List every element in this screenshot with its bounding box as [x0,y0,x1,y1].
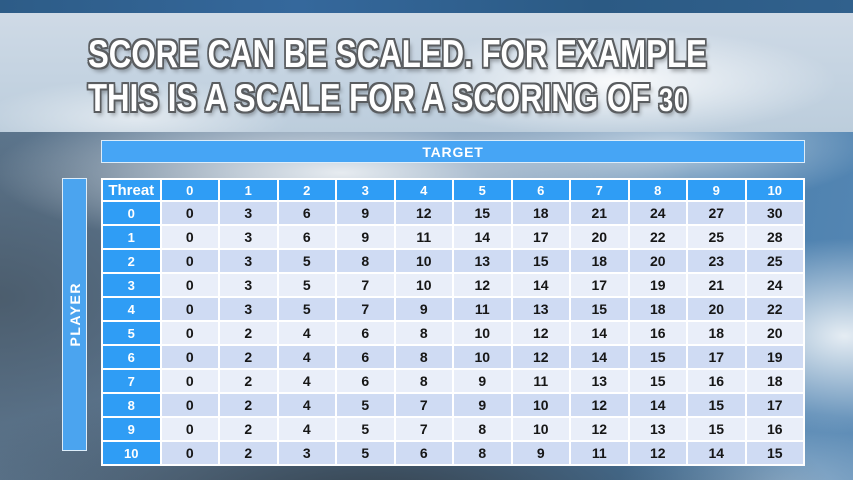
player-row-header: 8 [102,393,161,417]
score-cell: 16 [746,417,805,441]
score-cell: 15 [687,393,746,417]
score-cell: 17 [746,393,805,417]
score-cell: 12 [629,441,688,465]
score-cell: 14 [570,321,629,345]
table-row [102,369,804,393]
score-cell: 9 [336,225,395,249]
score-cell: 15 [629,345,688,369]
score-cell: 2 [219,321,278,345]
score-cell: 12 [395,201,454,225]
target-column-header: 10 [746,179,805,201]
score-cell: 8 [453,417,512,441]
score-cell: 12 [570,417,629,441]
score-cell: 7 [336,273,395,297]
score-cell: 3 [219,273,278,297]
score-cell: 10 [395,273,454,297]
score-cell: 6 [278,225,337,249]
score-cell: 6 [278,201,337,225]
score-cell: 10 [453,345,512,369]
score-cell: 4 [278,321,337,345]
score-cell: 14 [512,273,571,297]
score-cell: 2 [219,441,278,465]
score-cell: 25 [746,249,805,273]
score-cell: 19 [629,273,688,297]
score-cell: 23 [687,249,746,273]
table-row [102,345,804,369]
score-cell: 17 [512,225,571,249]
score-cell: 5 [336,417,395,441]
score-cell: 11 [453,297,512,321]
score-cell: 15 [746,441,805,465]
score-cell: 2 [219,369,278,393]
score-cell: 6 [395,441,454,465]
score-cell: 3 [219,225,278,249]
score-cell: 3 [219,297,278,321]
score-cell: 0 [161,321,220,345]
score-cell: 6 [336,345,395,369]
score-cell: 5 [278,297,337,321]
score-cell: 8 [395,369,454,393]
score-cell: 8 [395,321,454,345]
score-cell: 5 [336,393,395,417]
score-cell: 9 [512,441,571,465]
score-cell: 4 [278,345,337,369]
score-cell: 0 [161,225,220,249]
score-cell: 14 [687,441,746,465]
score-cell: 18 [629,297,688,321]
score-cell: 22 [746,297,805,321]
score-cell: 9 [453,393,512,417]
score-cell: 20 [746,321,805,345]
score-cell: 18 [570,249,629,273]
score-cell: 16 [687,369,746,393]
score-cell: 5 [336,441,395,465]
score-cell: 8 [336,249,395,273]
score-cell: 22 [629,225,688,249]
score-cell: 9 [453,369,512,393]
score-cell: 24 [746,273,805,297]
table-row [102,393,804,417]
score-cell: 3 [219,201,278,225]
score-cell: 2 [219,417,278,441]
score-cell: 0 [161,441,220,465]
score-cell: 0 [161,345,220,369]
score-cell: 0 [161,393,220,417]
target-column-header: 5 [453,179,512,201]
score-cell: 19 [746,345,805,369]
score-cell: 7 [336,297,395,321]
score-cell: 7 [395,393,454,417]
score-cell: 14 [629,393,688,417]
sky-top-strip [0,0,853,13]
player-row-header: 0 [102,201,161,225]
target-header-bar [101,140,805,163]
score-cell: 25 [687,225,746,249]
score-cell: 15 [453,201,512,225]
title-line-1: SCORE CAN BE SCALED. FOR EXAMPLE [88,33,707,76]
threat-corner-label: Threat [102,179,161,201]
table-row [102,321,804,345]
player-row-header: 7 [102,369,161,393]
score-cell: 15 [687,417,746,441]
score-cell: 18 [746,369,805,393]
target-column-header: 7 [570,179,629,201]
score-cell: 3 [219,249,278,273]
player-row-header: 10 [102,441,161,465]
score-cell: 9 [336,201,395,225]
table-row [102,297,804,321]
score-cell: 24 [629,201,688,225]
score-cell: 12 [453,273,512,297]
score-cell: 20 [570,225,629,249]
score-cell: 10 [512,393,571,417]
score-cell: 30 [746,201,805,225]
score-cell: 15 [570,297,629,321]
score-cell: 15 [512,249,571,273]
score-cell: 10 [512,417,571,441]
score-cell: 12 [512,345,571,369]
target-label: TARGET [422,143,484,160]
slide-title [88,33,707,122]
player-header-bar [62,178,87,451]
score-cell: 21 [570,201,629,225]
score-cell: 12 [570,393,629,417]
score-cell: 13 [629,417,688,441]
target-column-header: 1 [219,179,278,201]
score-cell: 10 [395,249,454,273]
player-label: PLAYER [66,282,83,347]
score-cell: 21 [687,273,746,297]
score-cell: 2 [219,393,278,417]
table-row [102,249,804,273]
score-cell: 6 [336,369,395,393]
score-cell: 5 [278,249,337,273]
score-cell: 8 [395,345,454,369]
target-column-header: 6 [512,179,571,201]
player-row-header: 6 [102,345,161,369]
title-line-2 [88,77,707,122]
score-cell: 5 [278,273,337,297]
score-cell: 11 [395,225,454,249]
table-row [102,273,804,297]
score-cell: 0 [161,297,220,321]
score-cell: 0 [161,417,220,441]
score-cell: 2 [219,345,278,369]
score-cell: 28 [746,225,805,249]
table-row [102,225,804,249]
player-row-header: 5 [102,321,161,345]
score-cell: 11 [570,441,629,465]
score-cell: 7 [395,417,454,441]
target-column-header: 3 [336,179,395,201]
table-row [102,441,804,465]
player-row-header: 3 [102,273,161,297]
score-cell: 0 [161,273,220,297]
score-cell: 17 [687,345,746,369]
score-cell: 9 [395,297,454,321]
score-cell: 20 [629,249,688,273]
score-cell: 0 [161,369,220,393]
score-cell: 14 [453,225,512,249]
score-cell: 10 [453,321,512,345]
target-column-header: 2 [278,179,337,201]
table-header-row [102,179,804,201]
score-cell: 4 [278,369,337,393]
score-cell: 20 [687,297,746,321]
score-cell: 0 [161,201,220,225]
score-cell: 8 [453,441,512,465]
score-cell: 18 [512,201,571,225]
score-cell: 13 [570,369,629,393]
target-column-header: 0 [161,179,220,201]
score-cell: 27 [687,201,746,225]
score-cell: 13 [512,297,571,321]
score-cell: 6 [336,321,395,345]
title-scale-number: 30 [658,82,689,118]
score-cell: 18 [687,321,746,345]
player-row-header: 1 [102,225,161,249]
score-cell: 4 [278,393,337,417]
player-row-header: 2 [102,249,161,273]
table-row [102,417,804,441]
target-column-header: 9 [687,179,746,201]
title-line-2-text: THIS IS A SCALE FOR A SCORING OF [88,77,659,120]
score-cell: 15 [629,369,688,393]
score-cell: 14 [570,345,629,369]
target-column-header: 8 [629,179,688,201]
score-cell: 16 [629,321,688,345]
score-cell: 0 [161,249,220,273]
score-cell: 4 [278,417,337,441]
score-cell: 17 [570,273,629,297]
score-cell: 13 [453,249,512,273]
score-cell: 3 [278,441,337,465]
score-cell: 12 [512,321,571,345]
player-row-header: 9 [102,417,161,441]
title-band [0,13,853,132]
player-row-header: 4 [102,297,161,321]
target-column-header: 4 [395,179,454,201]
table-row [102,201,804,225]
score-cell: 11 [512,369,571,393]
score-table [101,178,805,466]
